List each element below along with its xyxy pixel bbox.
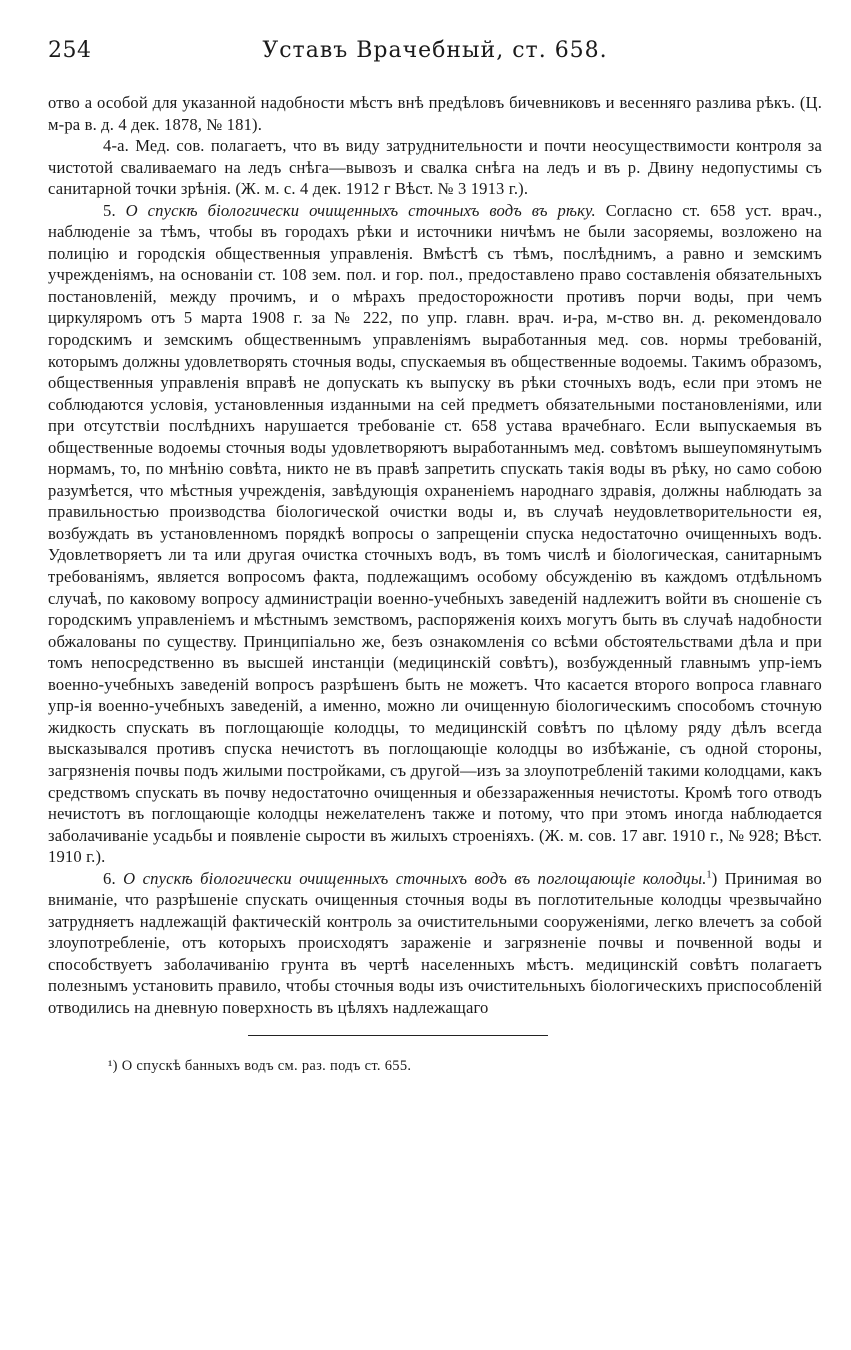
paragraph-5 (48, 200, 822, 868)
paragraph-5-number: 5. (103, 200, 126, 220)
body-text (48, 92, 822, 1019)
paragraph-5-heading: О спускѣ біологически очищенныхъ сточныхъ водъ въ рѣку. (125, 200, 596, 220)
book-page (48, 38, 822, 1075)
paragraph-6-number: 6. (103, 868, 124, 888)
paragraph-4a: 4-а. Мед. сов. полагаетъ, что въ виду затруднительности и почти неосуществимости контроля за чистотой сваливаемаго на ледъ снѣга—вывозъ и свалка снѣга на ледъ и въ р. Двину недопустимы съ санитарной точки зрѣнія. (Ж. м. с. 4 дек. 1912 г Вѣст. № 3 1913 г.). (48, 136, 822, 199)
footnote: ¹) О спускѣ банныхъ водъ см. раз. подъ ст. 655. (108, 1057, 412, 1074)
footnote-divider (248, 1035, 548, 1036)
paragraph-6-heading: О спускѣ біологически очищенныхъ сточныхъ водъ въ поглощающіе колодцы. (123, 868, 707, 888)
paragraph-6-text: ) Принимая во вниманіе, что разрѣшеніе спускать очищенныя сточныя воды въ поглотительные колодцы чрезвычайно затрудняетъ надлежащій фактическій контроль за очистительными сооруженіями, легко влечетъ за собой злоупотребленіе, отъ которыхъ происходятъ зараженіе и загрязненіе почвы и почвенной воды и способствуетъ заболачиванію грунта въ чертѣ населенныхъ мѣстъ. медицинскій совѣтъ полагаетъ полезнымъ установить правило, чтобы сточныя воды изъ очистительныхъ біологическихъ приспособленій отводились на дневную поверхность въ цѣляхъ надлежащаго (48, 868, 822, 1017)
running-title: Уставъ Врачебный, ст. 658. (262, 38, 608, 63)
page-number: 254 (48, 38, 92, 63)
paragraph-5-text: Согласно ст. 658 уст. врач., наблюденіе за тѣмъ, чтобы въ городахъ рѣки и источники ничѣмъ не были засоряемы, возложено на полицію и городскія общественныя управленія. Вмѣстѣ съ тѣмъ, послѣднимъ, а равно и земскимъ учрежденіямъ, на основаніи ст. 108 зем. пол. и гор. пол., предоставлено право составленія обязательныхъ постановленій, между прочимъ, и о мѣрахъ предосторожности противъ порчи воды, при чемъ циркуляромъ отъ 5 марта 1908 г. за № 222, по упр. главн. врач. и-ра, м-ство вн. д. рекомендовало городскимъ и земскимъ общественнымъ управленіямъ выработанныя мед. сов. нормы требованій, которымъ должны удовлетворять сточныя воды, спускаемыя въ общественные водоемы. Такимъ образомъ, общественныя управленія вправѣ не допускать къ выпуску въ рѣки сточныхъ водъ, если при этомъ не соблюдаются условія, установленныя изданными на сей предметъ обязательными постановленіями, или при отсутствіи послѣднихъ нарушается требованіе ст. 658 устава врачебнаго. Если выпускаемыя въ общественные водоемы сточныя воды удовлетворяютъ выработаннымъ мед. совѣтомъ вышеупомянутымъ нормамъ, то, по мнѣнію совѣта, никто не въ правѣ запретить спускать такія воды въ рѣку, но само собою разумѣется, что мѣстныя учрежденія, завѣдующія охраненіемъ народнаго здравія, должны наблюдать за правильностью производства біологической очистки воды и, въ случаѣ неудовлетворительности ея, возбуждать въ установленномъ порядкѣ вопросы о запрещеніи спуска недостаточно очищенныхъ водъ. Удовлетворяетъ ли та или другая очистка сточныхъ водъ, въ томъ числѣ и біологическая, санитарнымъ требованіямъ, является вопросомъ факта, подлежащимъ особому обсужденію въ каждомъ отдѣльномъ случаѣ, по каковому вопросу администраціи военно-учебныхъ заведеній надлежитъ войти въ сношеніе съ городскимъ управленіемъ и мѣстнымъ земствомъ, распоряженія коихъ могутъ быть въ случаѣ надобности обжалованы по существу. Принципіально же, безъ ознакомленія со всѣми обстоятельствами дѣла и при томъ непосредственно въ высшей инстанціи (медицинскій совѣтъ), возбужденный главнымъ упр-іемъ военно-учебныхъ заведеній вопросъ разрѣшенъ быть не можетъ. Что касается второго вопроса главнаго упр-ія военно-учебныхъ заведеній, а именно, можно ли очищенную біологическимъ способомъ сточную жидкость спускать въ поглощающіе колодцы, то медицинскій совѣтъ по цѣлому ряду дѣлъ всегда высказывался противъ спуска нечистотъ въ поглощающіе колодцы во избѣжаніе, съ одной стороны, загрязненія почвы подъ жилыми постройками, съ другой—изъ за злоупотребленій такими колодцами, какъ средствомъ спускать въ почву недостаточно очищенныя и обеззараженныя нечистоты. Кромѣ того отводъ нечистотъ въ поглощающіе колодцы нежелателенъ также и потому, что при этомъ иногда наблюдается заболачиваніе усадьбы и появленіе сырости въ жилыхъ строеніяхъ. (Ж. м. сов. 17 авг. 1910 г., № 928; Вѣст. 1910 г.). (48, 200, 822, 867)
footnote-marker: 1 (706, 869, 712, 881)
page-header (48, 38, 822, 72)
paragraph-6 (48, 868, 822, 1019)
paragraph-continued: отво а особой для указанной надобности мѣстъ внѣ предѣловъ бичевниковъ и весенняго разлива рѣкъ. (Ц. м-ра в. д. 4 дек. 1878, № 181). (48, 93, 822, 134)
